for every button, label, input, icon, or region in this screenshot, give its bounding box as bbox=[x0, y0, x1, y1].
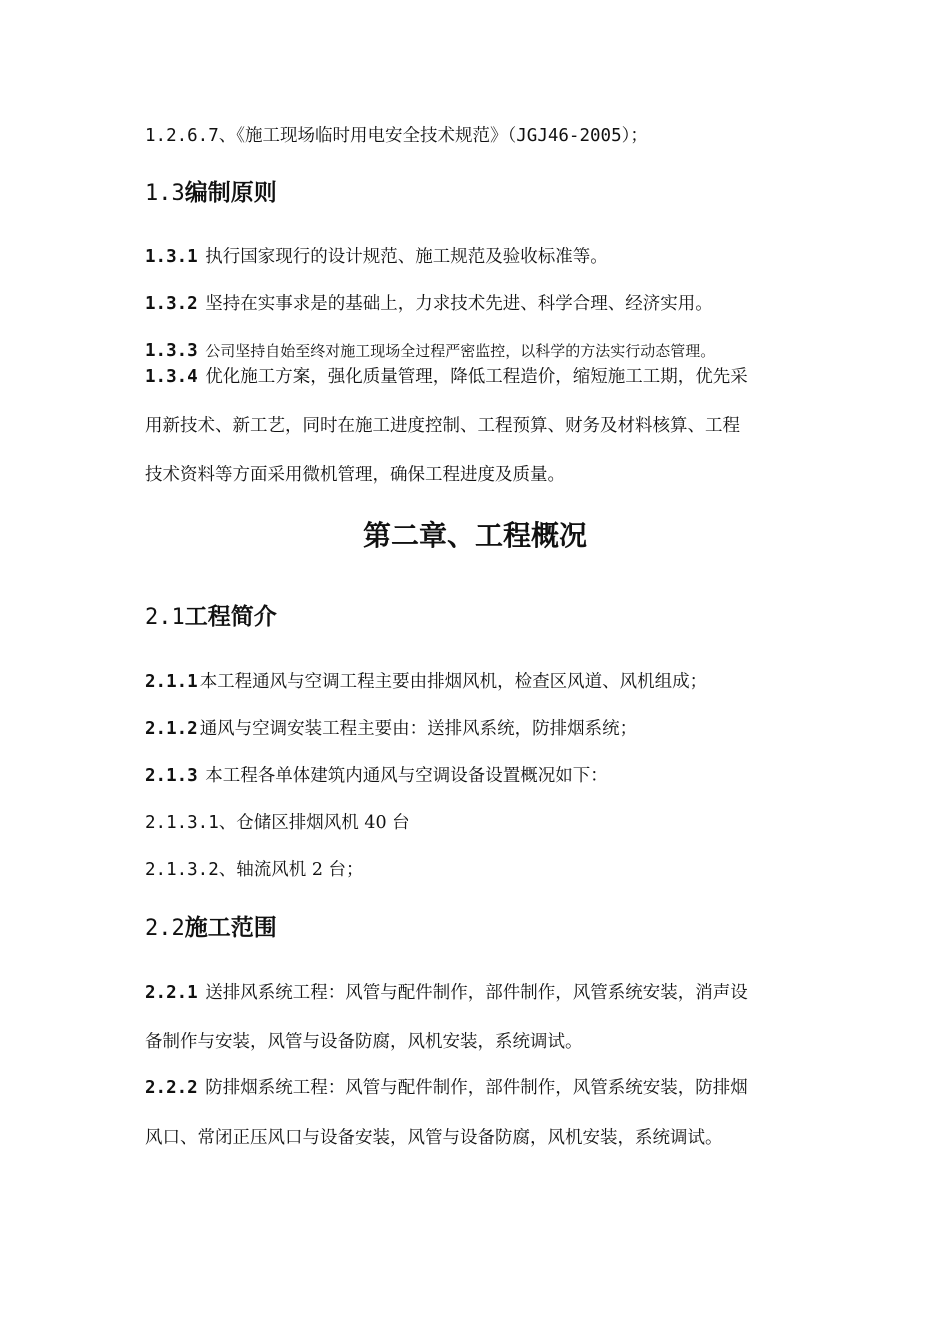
paragraph-text: 优化施工方案，强化质量管理，降低工程造价，缩短施工工期，优先采 bbox=[205, 367, 748, 387]
paragraph-number: 1.3.3 bbox=[145, 341, 198, 361]
paragraph-2-2-1-line-1 bbox=[145, 981, 748, 1005]
paragraph-text: 执行国家现行的设计规范、施工规范及验收标准等。 bbox=[205, 247, 608, 267]
chapter-heading: 第二章、工程概况 bbox=[362, 519, 587, 552]
paragraph-text: 用新技术、新工艺，同时在施工进度控制、工程预算、财务及材料核算、工程 bbox=[145, 416, 740, 436]
paragraph-number: 2.1.3 bbox=[145, 766, 198, 786]
paragraph-2-2-1-line-2 bbox=[145, 1030, 583, 1054]
paragraph-number: 2.1.2 bbox=[145, 719, 198, 739]
paragraph-text: 技术资料等方面采用微机管理，确保工程进度及质量。 bbox=[145, 465, 565, 485]
paragraph-2-1-3-2 bbox=[145, 858, 364, 882]
paragraph-number: 2.1.3.2、 bbox=[145, 860, 237, 880]
paragraph-2-1-1 bbox=[145, 670, 707, 694]
reference-1-2-6-7 bbox=[145, 124, 648, 148]
paragraph-text: 风口、常闭正压风口与设备安装，风管与设备防腐，风机安装，系统调试。 bbox=[145, 1128, 723, 1148]
section-number: 2.1 bbox=[145, 605, 185, 630]
paragraph-1-3-4-line-2 bbox=[145, 414, 740, 438]
paragraph-2-1-3-1 bbox=[145, 811, 410, 835]
paragraph-number: 2.1.1 bbox=[145, 672, 198, 692]
section-number: 1.3 bbox=[145, 181, 185, 206]
paragraph-2-2-2-line-1 bbox=[145, 1076, 748, 1100]
paragraph-1-3-4-line-1 bbox=[145, 365, 748, 389]
section-heading-2-1 bbox=[145, 602, 277, 633]
paragraph-number: 2.2.1 bbox=[145, 983, 198, 1003]
section-number: 2.2 bbox=[145, 916, 185, 941]
paragraph-1-3-2 bbox=[145, 292, 713, 316]
paragraph-2-1-3 bbox=[145, 764, 608, 788]
paragraph-text: 防排烟系统工程：风管与配件制作，部件制作，风管系统安装，防排烟 bbox=[205, 1078, 748, 1098]
paragraph-1-3-3 bbox=[145, 339, 715, 363]
paragraph-text: 备制作与安装，风管与设备防腐，风机安装，系统调试。 bbox=[145, 1032, 583, 1052]
paragraph-text: 送排风系统工程：风管与配件制作，部件制作，风管系统安装，消声设 bbox=[205, 983, 748, 1003]
paragraph-number: 1.3.4 bbox=[145, 367, 198, 387]
reference-text: 1.2.6.7、《施工现场临时用电安全技术规范》（JGJ46-2005）； bbox=[145, 126, 648, 146]
paragraph-number: 2.2.2 bbox=[145, 1078, 198, 1098]
paragraph-text: 本工程各单体建筑内通风与空调设备设置概况如下： bbox=[205, 766, 608, 786]
paragraph-2-2-2-line-2 bbox=[145, 1126, 723, 1150]
paragraph-text: 公司坚持自始至终对施工现场全过程严密监控，以科学的方法实行动态管理。 bbox=[205, 342, 716, 360]
paragraph-number: 2.1.3.1、 bbox=[145, 813, 237, 833]
paragraph-text: 仓储区排烟风机 40 台 bbox=[236, 813, 410, 833]
paragraph-text: 坚持在实事求是的基础上，力求技术先进、科学合理、经济实用。 bbox=[205, 294, 713, 314]
paragraph-2-1-2 bbox=[145, 717, 637, 741]
paragraph-1-3-4-line-3 bbox=[145, 463, 565, 487]
section-title: 编制原则 bbox=[184, 179, 277, 206]
paragraph-text: 本工程通风与空调工程主要由排烟风机，检查区风道、风机组成； bbox=[199, 672, 708, 692]
paragraph-number: 1.3.1 bbox=[145, 247, 198, 267]
paragraph-text: 轴流风机 2 台； bbox=[236, 860, 364, 880]
paragraph-1-3-1 bbox=[145, 245, 608, 269]
paragraph-number: 1.3.2 bbox=[145, 294, 198, 314]
section-heading-2-2 bbox=[145, 913, 277, 944]
paragraph-text: 通风与空调安装工程主要由：送排风系统，防排烟系统； bbox=[199, 719, 638, 739]
section-title: 施工范围 bbox=[184, 914, 277, 941]
section-title: 工程简介 bbox=[184, 603, 277, 630]
section-heading-1-3 bbox=[145, 178, 277, 209]
